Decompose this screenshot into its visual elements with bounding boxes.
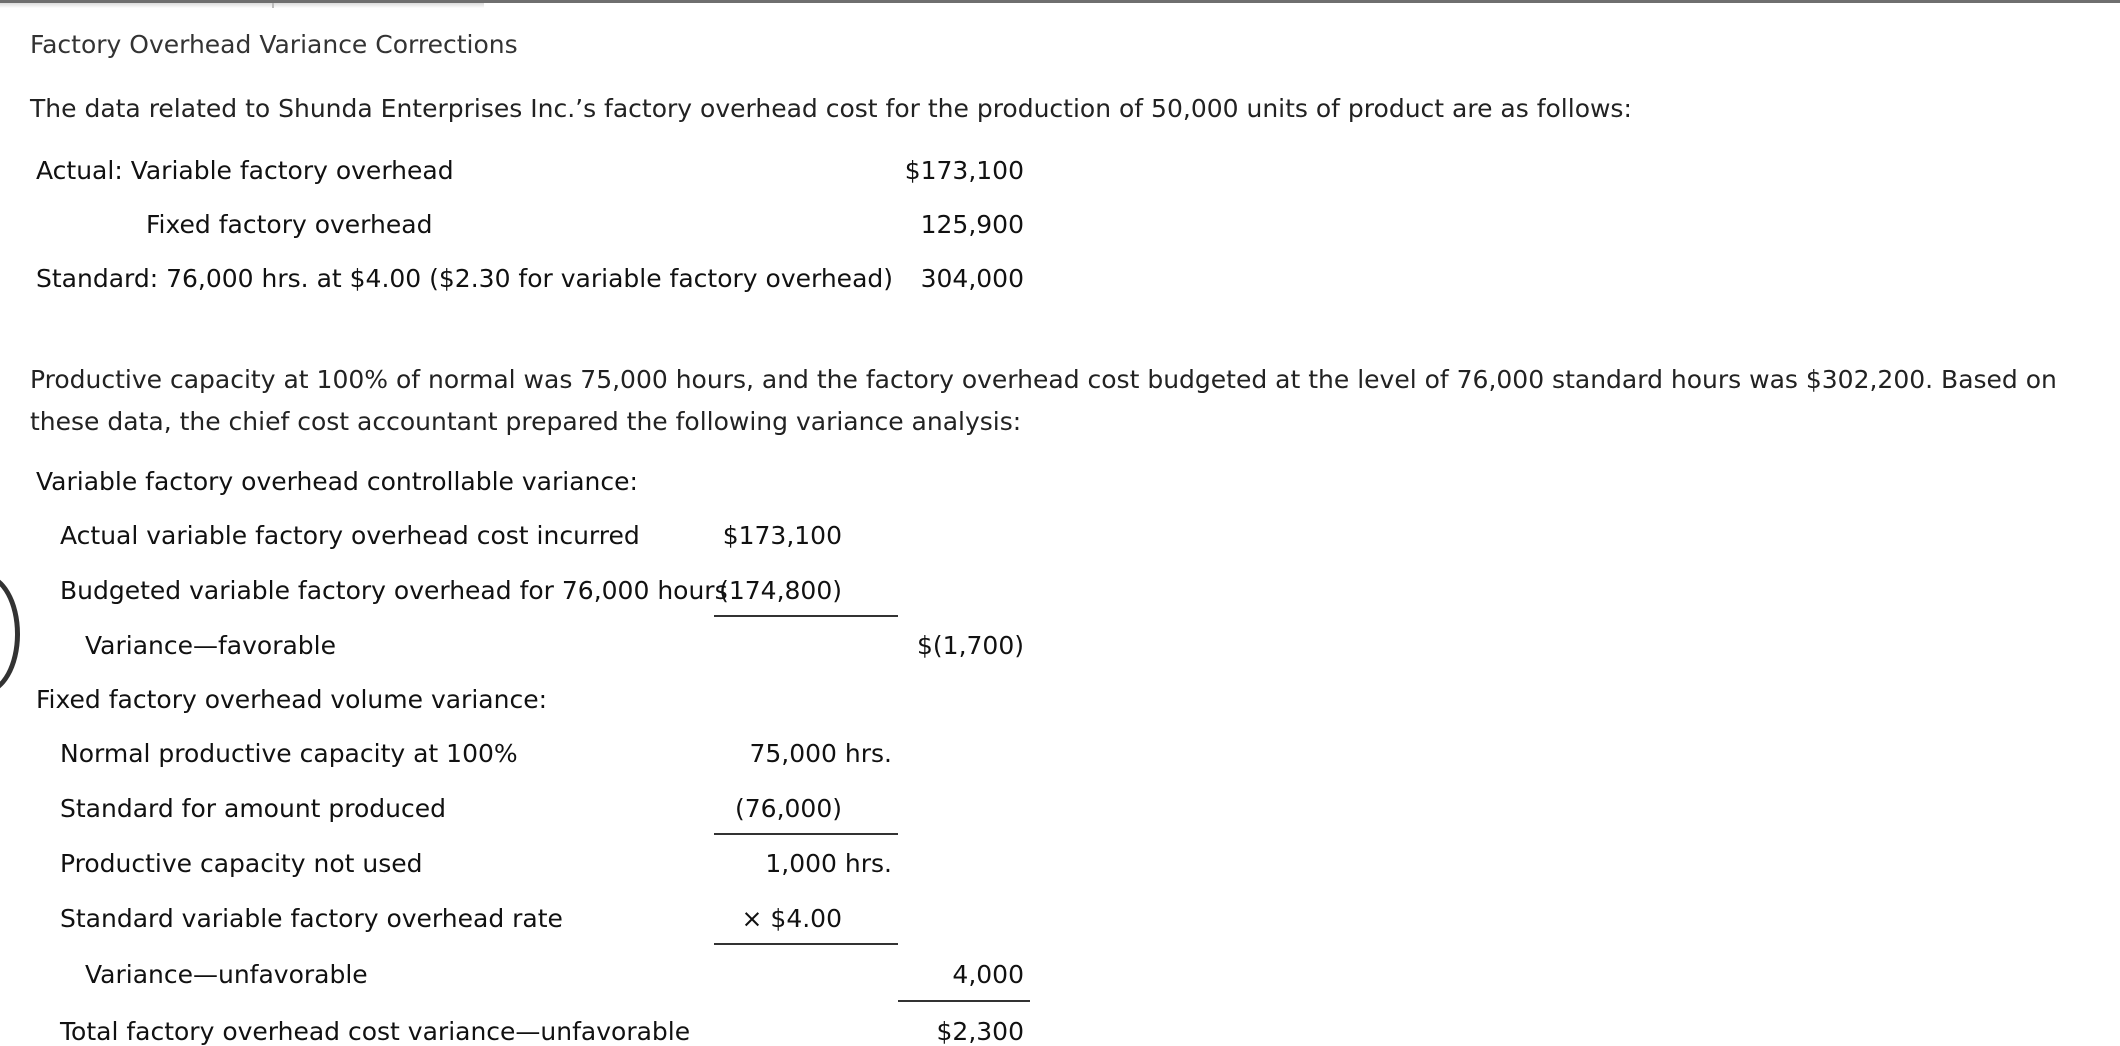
actual-variable-label: Actual: Variable factory overhead [36,156,454,185]
actual-incurred-label: Actual variable factory overhead cost incurred [60,521,640,550]
actual-incurred-value: $173,100 [722,521,842,550]
variance-favorable-value: $(1,700) [917,631,1024,660]
fixed-overhead-value: 125,900 [920,210,1024,239]
standard-produced-value: (76,000) [735,794,842,823]
normal-capacity-label: Normal productive capacity at 100% [60,739,518,768]
capacity-not-used-label: Productive capacity not used [60,849,423,878]
variance-favorable-label: Variance—favorable [85,631,337,660]
budgeted-variable-value: (174,800) [719,576,842,605]
variance-unfavorable-label: Variance—unfavorable [85,960,368,989]
total-variance-value: $2,300 [936,1017,1024,1046]
standard-label: Standard: 76,000 hrs. at $4.00 ($2.30 for variable factory overhead) [36,264,894,293]
tab-shadow [0,3,484,8]
subtotal-rule [714,615,898,617]
budgeted-variable-label: Budgeted variable factory overhead for 76,000 hours [60,576,728,605]
fixed-overhead-label: Fixed factory overhead [146,210,433,239]
actual-variable-value: $173,100 [904,156,1024,185]
fixed-variance-heading: Fixed factory overhead volume variance: [36,685,547,714]
intro-text: The data related to Shunda Enterprises Inc.’s factory overhead cost for the production of 50,000 units of product are as follows: [30,94,1632,123]
overhead-rate-value: × $4.00 [741,904,842,933]
standard-produced-label: Standard for amount produced [60,794,447,823]
capacity-not-used-value: 1,000 hrs. [765,849,892,878]
overhead-rate-label: Standard variable factory overhead rate [60,904,563,933]
normal-capacity-value: 75,000 hrs. [749,739,892,768]
variable-variance-heading: Variable factory overhead controllable variance: [36,467,638,496]
standard-value: 304,000 [920,264,1024,293]
page-title: Factory Overhead Variance Corrections [30,30,518,59]
subtotal-rule [714,943,898,945]
subtotal-rule [714,833,898,835]
variance-unfavorable-value: 4,000 [952,960,1024,989]
capacity-paragraph: Productive capacity at 100% of normal was 75,000 hours, and the factory overhead cost budgeted at the level of 76,000 standard hours was $302,200. Based on these data, the chief cost accountant prepared the following variance analysis: [30,365,2057,436]
total-rule [898,1000,1030,1002]
total-variance-label: Total factory overhead cost variance—unfavorable [60,1017,691,1046]
partial-circle-icon [0,574,20,694]
